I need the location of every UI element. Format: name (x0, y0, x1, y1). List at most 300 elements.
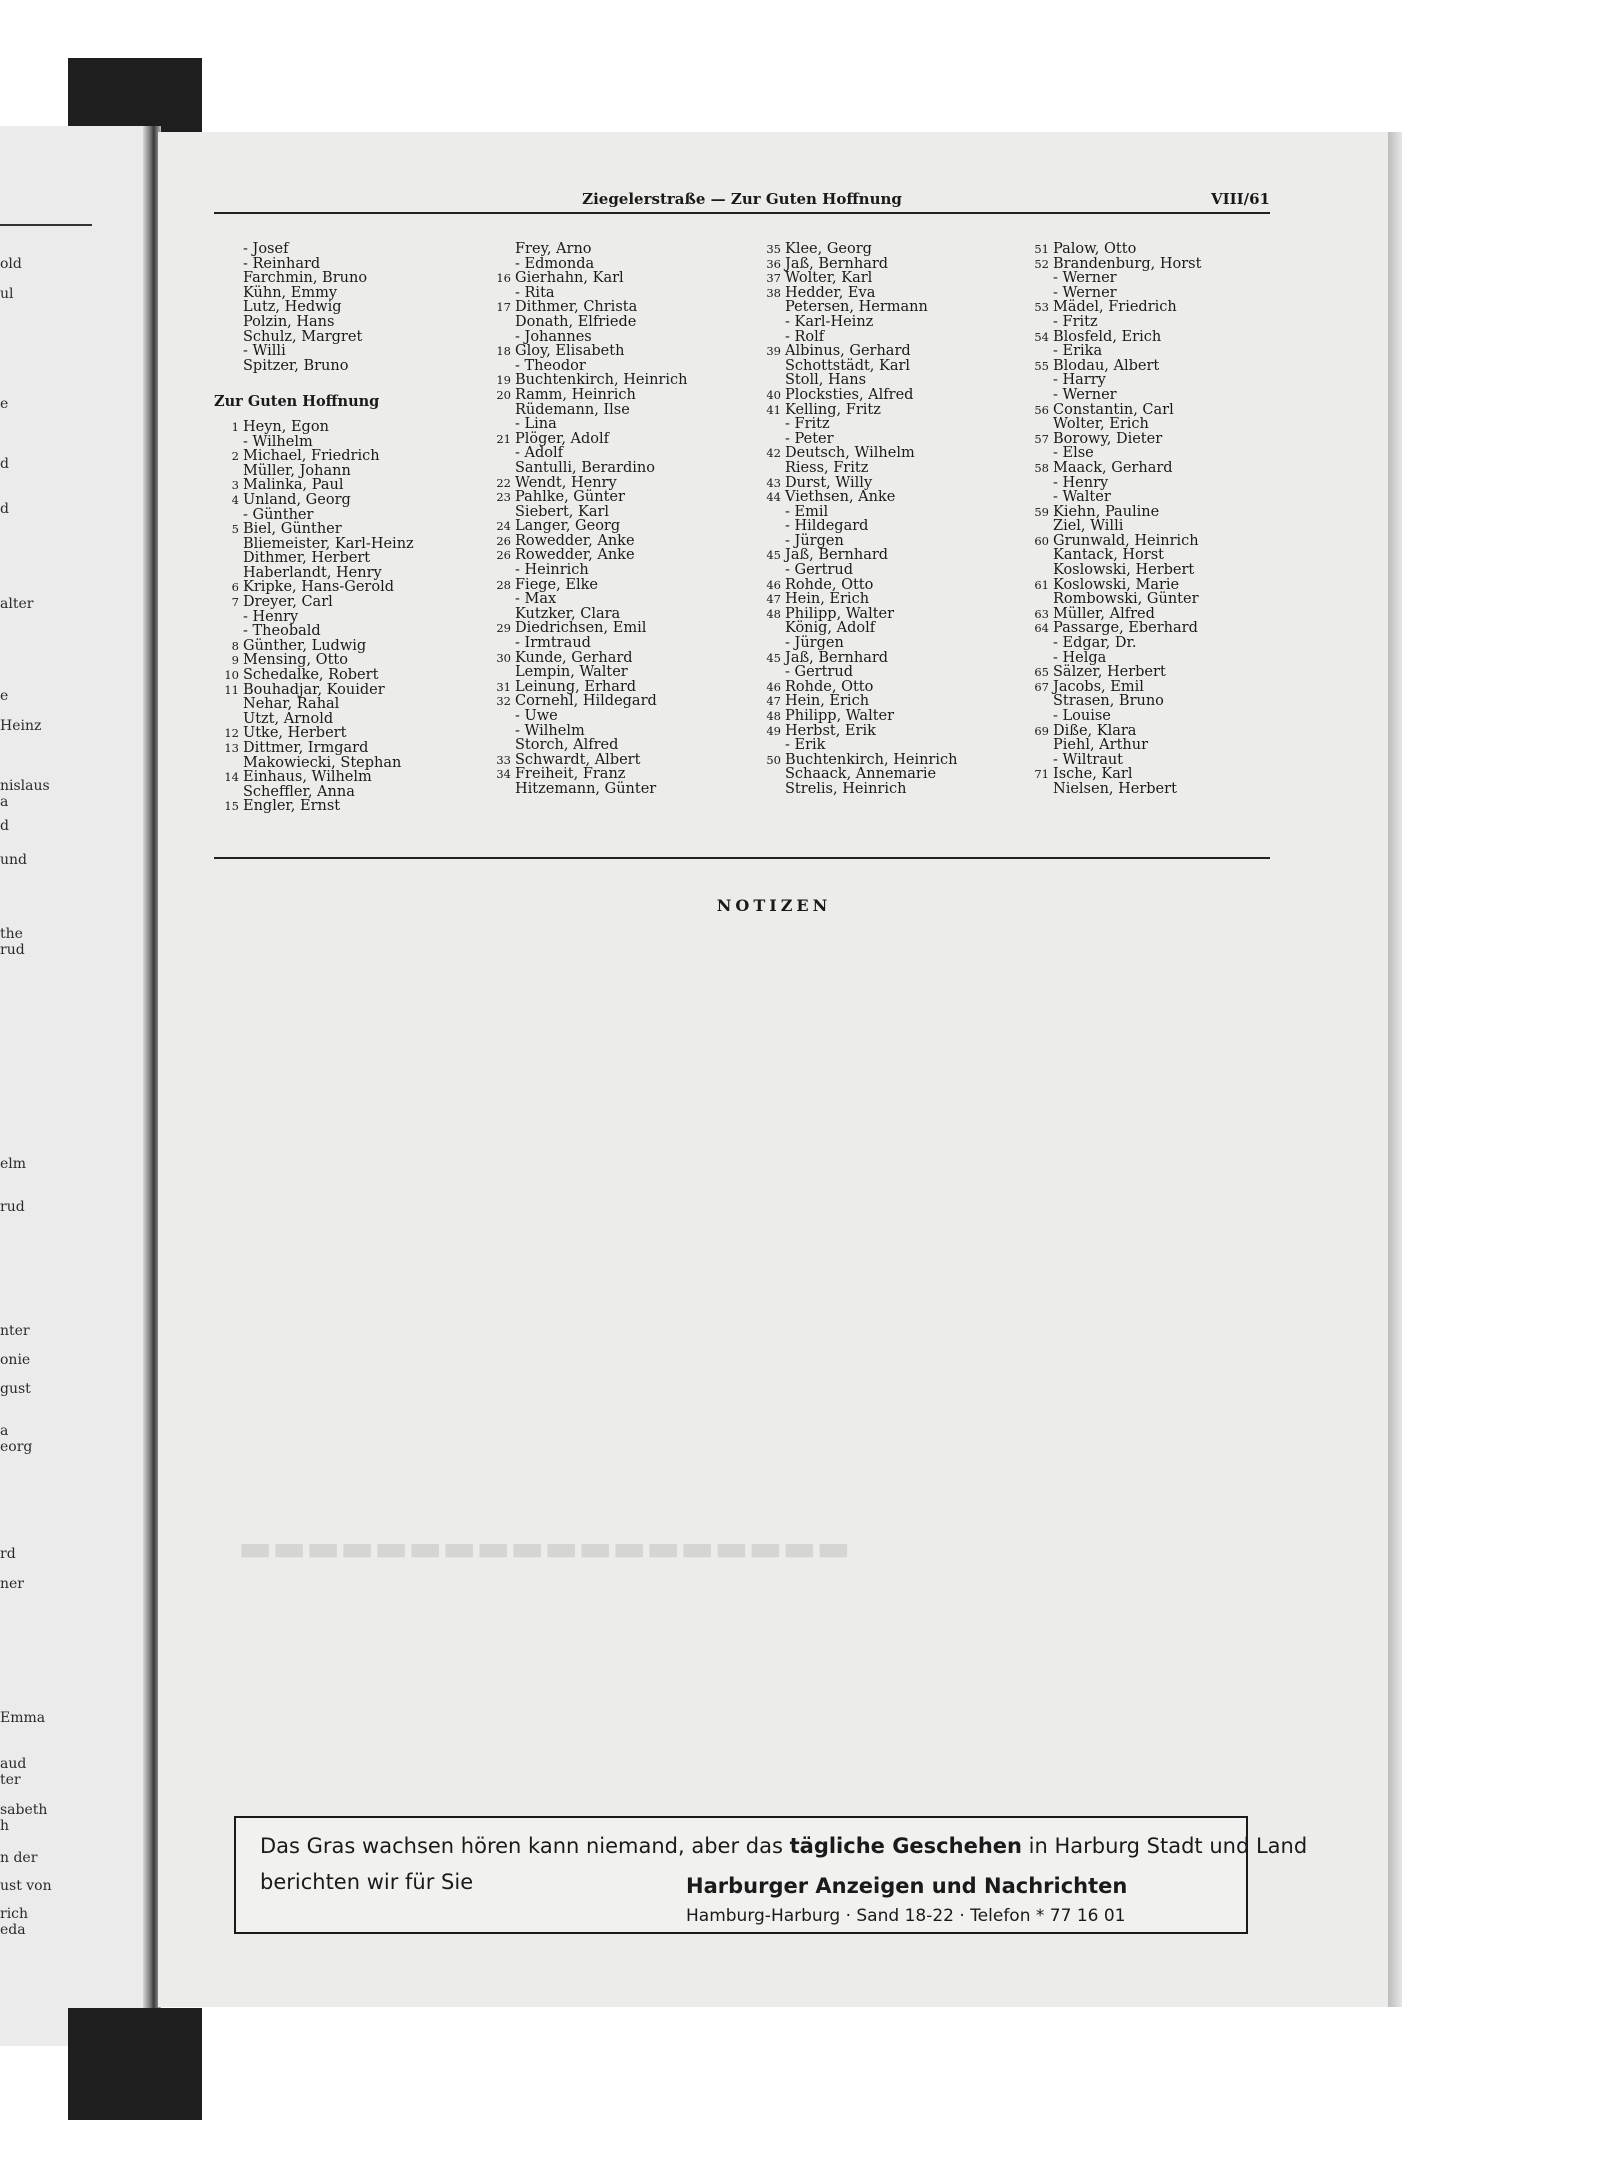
house-number: 7 (231, 595, 239, 610)
directory-entry (486, 578, 726, 593)
resident-name: - Reinhard (243, 255, 321, 272)
directory-entry (1024, 271, 1264, 286)
resident-name: Durst, Willy (785, 474, 873, 491)
directory-entry (756, 680, 996, 695)
house-number: 14 (224, 770, 239, 785)
resident-name: - Günther (243, 506, 314, 523)
left-page-fragment: the (0, 926, 23, 942)
ad-line-1-c: tägliche Geschehen (789, 1834, 1022, 1858)
ad-line-1-d: in Harburg Stadt und Land (1021, 1834, 1308, 1858)
resident-name: Palow, Otto (1053, 241, 1137, 257)
ad-address: Hamburg-Harburg · Sand 18-22 · Telefon * 77 16 01 (686, 1906, 1126, 1926)
house-number: 42 (766, 446, 781, 461)
directory-entry (756, 724, 996, 739)
resident-name: - Willi (243, 343, 286, 360)
resident-name: - Theodor (515, 357, 586, 374)
resident-name: Ziel, Willi (1053, 518, 1124, 535)
resident-name: Hedder, Eva (785, 284, 876, 301)
directory-entry (486, 286, 726, 301)
left-page-fragment: rud (0, 1199, 25, 1215)
resident-name: Santulli, Berardino (515, 459, 655, 476)
directory-entry (214, 799, 444, 814)
house-number: 48 (766, 606, 781, 621)
resident-name: Cornehl, Hildegard (515, 693, 657, 710)
resident-name: Ische, Karl (1053, 766, 1133, 783)
page-edge (1388, 132, 1402, 2007)
directory-entry (214, 726, 444, 741)
directory-entry (486, 373, 726, 388)
resident-name: Diße, Klara (1053, 722, 1137, 739)
directory-entry (756, 782, 996, 797)
directory-entry (1024, 417, 1264, 432)
directory-entry (1024, 753, 1264, 768)
resident-name: - Emil (785, 503, 829, 520)
directory-entry (214, 464, 444, 479)
resident-name: - Werner (1053, 284, 1117, 301)
resident-name: Leinung, Erhard (515, 678, 637, 695)
resident-name: Petersen, Hermann (785, 299, 928, 316)
directory-entry (1024, 519, 1264, 534)
house-number: 20 (496, 387, 511, 402)
house-number: 2 (231, 449, 239, 464)
directory-entry (486, 505, 726, 520)
house-number: 30 (496, 650, 511, 665)
house-number: 13 (224, 741, 239, 755)
house-number: 17 (496, 300, 511, 315)
directory-entry (486, 563, 726, 578)
resident-name: Unland, Georg (243, 491, 351, 508)
ad-line-1 (260, 1834, 1307, 1858)
resident-name: - Erik (785, 737, 826, 754)
resident-name: Viethsen, Anke (785, 489, 896, 506)
directory-entry (756, 738, 996, 753)
resident-name: Rowedder, Anke (515, 547, 635, 564)
left-page-fragment: ust von (0, 1878, 52, 1894)
house-number: 36 (766, 256, 781, 271)
directory-column-4 (1024, 242, 1264, 797)
directory-entry (756, 359, 996, 374)
directory-entry (486, 476, 726, 491)
directory-entry (486, 490, 726, 505)
directory-entry (756, 519, 996, 534)
house-number: 52 (1034, 256, 1049, 271)
directory-entry (486, 403, 726, 418)
directory-entry (1024, 767, 1264, 782)
directory-column-1 (214, 242, 444, 814)
resident-name: Lempin, Walter (515, 664, 628, 681)
house-number: 61 (1034, 577, 1049, 592)
directory-entry (214, 537, 444, 552)
house-number: 37 (766, 271, 781, 286)
left-page-rule (0, 224, 92, 226)
resident-name: Rowedder, Anke (515, 532, 635, 549)
resident-name: - Jürgen (785, 532, 844, 549)
resident-name: Haberlandt, Henry (243, 564, 382, 581)
directory-entry (756, 300, 996, 315)
directory-entry (486, 753, 726, 768)
directory-entry (756, 578, 996, 593)
directory-entry (1024, 782, 1264, 797)
directory-entry (1024, 607, 1264, 622)
resident-name: Rombowski, Günter (1053, 591, 1199, 608)
resident-name: Buchtenkirch, Heinrich (785, 751, 958, 768)
house-number: 47 (766, 694, 781, 709)
resident-name: Rohde, Otto (785, 678, 874, 695)
house-number: 43 (766, 475, 781, 490)
resident-name: Müller, Alfred (1053, 605, 1155, 622)
resident-name: Koslowski, Herbert (1053, 562, 1195, 579)
directory-entry (486, 709, 726, 724)
left-page-fragment: alter (0, 596, 34, 612)
left-page-fragment: h (0, 1818, 10, 1834)
directory-entry (1024, 651, 1264, 666)
house-number: 40 (766, 387, 781, 402)
directory-entry (1024, 724, 1264, 739)
resident-name: Kühn, Emmy (243, 284, 338, 301)
resident-name: Kelling, Fritz (785, 401, 881, 418)
resident-name: Scheffler, Anna (243, 783, 355, 800)
resident-name: Kutzker, Clara (515, 605, 621, 622)
house-number: 59 (1034, 504, 1049, 519)
left-page-fragment: nislaus (0, 778, 50, 794)
resident-name: - Max (515, 591, 557, 608)
directory-entry (1024, 476, 1264, 491)
house-number: 56 (1034, 402, 1049, 417)
resident-name: Einhaus, Wilhelm (243, 769, 372, 786)
house-number: 64 (1034, 621, 1049, 636)
house-number: 63 (1034, 606, 1049, 621)
directory-entry (1024, 344, 1264, 359)
directory-entry (214, 449, 444, 464)
directory-entry (214, 610, 444, 625)
directory-entry (214, 624, 444, 639)
house-number: 26 (496, 548, 511, 563)
section-heading: Zur Guten Hoffnung (214, 393, 380, 411)
directory-entry (756, 417, 996, 432)
directory-entry (214, 697, 444, 712)
resident-name: Malinka, Paul (243, 477, 344, 494)
resident-name: - Wilhelm (243, 433, 313, 450)
resident-name: Dreyer, Carl (243, 594, 333, 611)
directory-entry (756, 709, 996, 724)
resident-name: Biel, Günther (243, 521, 342, 538)
directory-entry (214, 420, 444, 435)
directory-entry (756, 432, 996, 447)
resident-name: Kripke, Hans-Gerold (243, 579, 394, 596)
directory-entry (486, 300, 726, 315)
house-number: 47 (766, 592, 781, 607)
resident-name: Storch, Alfred (515, 737, 619, 754)
house-number: 49 (766, 723, 781, 738)
directory-entry (1024, 330, 1264, 345)
directory-entry (486, 330, 726, 345)
resident-name: Wolter, Karl (785, 270, 873, 287)
resident-name: Siebert, Karl (515, 503, 610, 520)
resident-name: Pahlke, Günter (515, 489, 625, 506)
resident-name: - Jürgen (785, 635, 844, 652)
directory-entry (756, 534, 996, 549)
left-page-fragment: eorg (0, 1439, 33, 1455)
house-number: 16 (496, 271, 511, 286)
page-number: VIII/61 (1210, 190, 1270, 208)
binding-strip-bottom (68, 2008, 202, 2120)
directory-entry (486, 738, 726, 753)
resident-name: - Irmtraud (515, 635, 591, 652)
resident-name: Constantin, Carl (1053, 401, 1174, 418)
resident-name: - Gertrud (785, 562, 853, 579)
page-header (214, 190, 1270, 214)
directory-entry (756, 548, 996, 563)
directory-entry (756, 330, 996, 345)
directory-entry (756, 257, 996, 272)
resident-name: - Werner (1053, 386, 1117, 403)
resident-name: - Henry (243, 608, 299, 625)
house-number: 4 (231, 492, 239, 507)
resident-name: Engler, Ernst (243, 798, 341, 815)
resident-name: - Karl-Heinz (785, 313, 874, 330)
directory-entry (214, 785, 444, 800)
left-page-fragment: und (0, 852, 27, 868)
resident-name: Jaß, Bernhard (785, 649, 889, 666)
house-number: 58 (1034, 460, 1049, 475)
directory-entry (1024, 665, 1264, 680)
resident-name: Klee, Georg (785, 241, 872, 257)
house-number: 69 (1034, 723, 1049, 738)
resident-name: - Edmonda (515, 255, 595, 272)
resident-name: Maack, Gerhard (1053, 459, 1173, 476)
directory-entry (486, 344, 726, 359)
directory-entry (214, 756, 444, 771)
house-number: 54 (1034, 329, 1049, 344)
resident-name: Kiehn, Pauline (1053, 503, 1160, 520)
resident-name: - Helga (1053, 649, 1107, 666)
resident-name: - Else (1053, 445, 1094, 462)
directory-entry (214, 286, 444, 301)
resident-name: Koslowski, Marie (1053, 576, 1180, 593)
resident-name: Wolter, Erich (1053, 416, 1149, 433)
resident-name: Langer, Georg (515, 518, 621, 535)
resident-name: Wendt, Henry (515, 474, 617, 491)
directory-entry (486, 519, 726, 534)
directory-entry (214, 668, 444, 683)
left-page-fragment: aud (0, 1756, 27, 1772)
directory-entry (756, 592, 996, 607)
directory-entry (214, 712, 444, 727)
directory-entry (214, 551, 444, 566)
house-number: 26 (496, 533, 511, 548)
house-number: 45 (766, 650, 781, 665)
house-number: 53 (1034, 300, 1049, 315)
directory-entry (214, 522, 444, 537)
resident-name: - Wilhelm (515, 722, 585, 739)
resident-name: - Theobald (243, 623, 321, 640)
directory-entry (1024, 490, 1264, 505)
resident-name: Makowiecki, Stephan (243, 754, 402, 771)
resident-name: Sälzer, Herbert (1053, 664, 1166, 681)
house-number: 51 (1034, 242, 1049, 256)
directory-entry (214, 344, 444, 359)
house-number: 21 (496, 431, 511, 446)
resident-name: Jacobs, Emil (1053, 678, 1144, 695)
directory-entry (756, 403, 996, 418)
resident-name: - Erika (1053, 343, 1103, 360)
directory-entry (756, 344, 996, 359)
left-page-fragment: ul (0, 286, 14, 302)
directory-entry (756, 476, 996, 491)
directory-entry (756, 373, 996, 388)
directory-bottom-rule (214, 857, 1270, 859)
house-number: 11 (224, 682, 239, 697)
resident-name: - Adolf (515, 445, 563, 462)
directory-entry (1024, 315, 1264, 330)
house-number: 8 (231, 638, 239, 653)
directory-entry (1024, 592, 1264, 607)
house-number: 55 (1034, 358, 1049, 373)
house-number: 39 (766, 344, 781, 359)
left-page-fragment: n der (0, 1850, 38, 1866)
resident-name: Strelis, Heinrich (785, 780, 907, 797)
directory-entry (756, 271, 996, 286)
directory-entry (1024, 563, 1264, 578)
house-number: 60 (1034, 533, 1049, 548)
left-page-fragment: Heinz (0, 718, 42, 734)
directory-entry (756, 665, 996, 680)
directory-column-2 (486, 242, 726, 797)
left-page-fragment: e (0, 396, 9, 412)
directory-entry (214, 300, 444, 315)
directory-column-3 (756, 242, 996, 797)
left-page-fragment: rich (0, 1906, 29, 1922)
ad-line-1-a: Das Gras wachsen hören kann niemand, (260, 1834, 685, 1858)
resident-name: - Peter (785, 430, 834, 447)
house-number: 67 (1034, 679, 1049, 694)
resident-name: Günther, Ludwig (243, 637, 367, 654)
left-page-fragment: e (0, 688, 9, 704)
resident-name: Nielsen, Herbert (1053, 780, 1177, 797)
directory-entry (1024, 373, 1264, 388)
resident-name: Schedalke, Robert (243, 667, 379, 684)
left-page-fragment: Emma (0, 1710, 46, 1726)
resident-name: - Josef (243, 241, 289, 257)
directory-entry (756, 636, 996, 651)
resident-name: - Harry (1053, 372, 1106, 389)
resident-name: Plocksties, Alfred (785, 386, 914, 403)
house-number: 38 (766, 285, 781, 300)
directory-entry (214, 330, 444, 345)
left-page-fragment: old (0, 256, 22, 272)
directory-entry (756, 753, 996, 768)
resident-name: - Edgar, Dr. (1053, 635, 1137, 652)
resident-name: Jaß, Bernhard (785, 547, 889, 564)
resident-name: - Wiltraut (1053, 751, 1124, 768)
house-number: 19 (496, 373, 511, 388)
house-number: 18 (496, 344, 511, 359)
resident-name: Hein, Erich (785, 693, 870, 710)
resident-name: Piehl, Arthur (1053, 737, 1149, 754)
directory-entry (214, 242, 444, 257)
resident-name: Passarge, Eberhard (1053, 620, 1198, 637)
resident-name: - Walter (1053, 489, 1111, 506)
directory-entry (1024, 388, 1264, 403)
directory-entry (214, 478, 444, 493)
resident-name: Nehar, Rahal (243, 696, 340, 713)
directory-entry (214, 595, 444, 610)
directory-entry (756, 461, 996, 476)
directory-entry (1024, 300, 1264, 315)
house-number: 28 (496, 577, 511, 592)
directory-entry (756, 505, 996, 520)
directory-entry (214, 493, 444, 508)
directory-entry (1024, 432, 1264, 447)
resident-name: Gloy, Elisabeth (515, 343, 625, 360)
resident-name: - Gertrud (785, 664, 853, 681)
directory-entry (486, 665, 726, 680)
resident-name: - Rolf (785, 328, 825, 345)
resident-name: - Rita (515, 284, 555, 301)
directory-entry (1024, 505, 1264, 520)
directory-entry (486, 694, 726, 709)
resident-name: Deutsch, Wilhelm (785, 445, 915, 462)
resident-name: - Uwe (515, 708, 558, 724)
house-number: 46 (766, 679, 781, 694)
directory-entry (756, 242, 996, 257)
left-page-fragment: d (0, 456, 9, 472)
directory-entry (486, 680, 726, 695)
directory-entry (214, 271, 444, 286)
resident-name: Buchtenkirch, Heinrich (515, 372, 688, 389)
resident-name: Schwardt, Albert (515, 751, 641, 768)
left-page-fragment: nter (0, 1323, 30, 1339)
resident-name: Frey, Arno (515, 241, 592, 257)
resident-name: Albinus, Gerhard (785, 343, 911, 360)
house-number: 45 (766, 548, 781, 563)
resident-name: Riess, Fritz (785, 459, 869, 476)
house-number: 57 (1034, 431, 1049, 446)
directory-entry (486, 782, 726, 797)
resident-name: - Fritz (1053, 313, 1098, 330)
resident-name: Gierhahn, Karl (515, 270, 624, 287)
resident-name: Herbst, Erik (785, 722, 876, 739)
directory-entry (486, 592, 726, 607)
resident-name: Bouhadjar, Kouider (243, 681, 385, 698)
resident-name: Dithmer, Herbert (243, 550, 371, 567)
directory-entry (1024, 286, 1264, 301)
directory-entry (756, 694, 996, 709)
resident-name: Polzin, Hans (243, 313, 335, 330)
directory-entry (1024, 534, 1264, 549)
resident-name: Spitzer, Bruno (243, 357, 349, 374)
directory-entry (214, 508, 444, 523)
left-page-fragment: rd (0, 1546, 16, 1562)
resident-name: Diedrichsen, Emil (515, 620, 647, 637)
resident-name: - Fritz (785, 416, 830, 433)
house-number: 32 (496, 694, 511, 709)
notes-heading: NOTIZEN (716, 896, 832, 915)
house-number: 12 (224, 726, 239, 741)
resident-name: - Johannes (515, 328, 592, 345)
house-number: 33 (496, 752, 511, 767)
directory-entry (214, 683, 444, 698)
resident-name: Mensing, Otto (243, 652, 348, 669)
directory-entry (1024, 680, 1264, 695)
house-number: 65 (1034, 665, 1049, 680)
header-title: Ziegelerstraße — Zur Guten Hoffnung (582, 190, 902, 208)
resident-name: Hein, Erich (785, 591, 870, 608)
resident-name: Mädel, Friedrich (1053, 299, 1177, 316)
directory-entry (1024, 257, 1264, 272)
house-number: 6 (231, 580, 239, 595)
house-number: 24 (496, 519, 511, 534)
